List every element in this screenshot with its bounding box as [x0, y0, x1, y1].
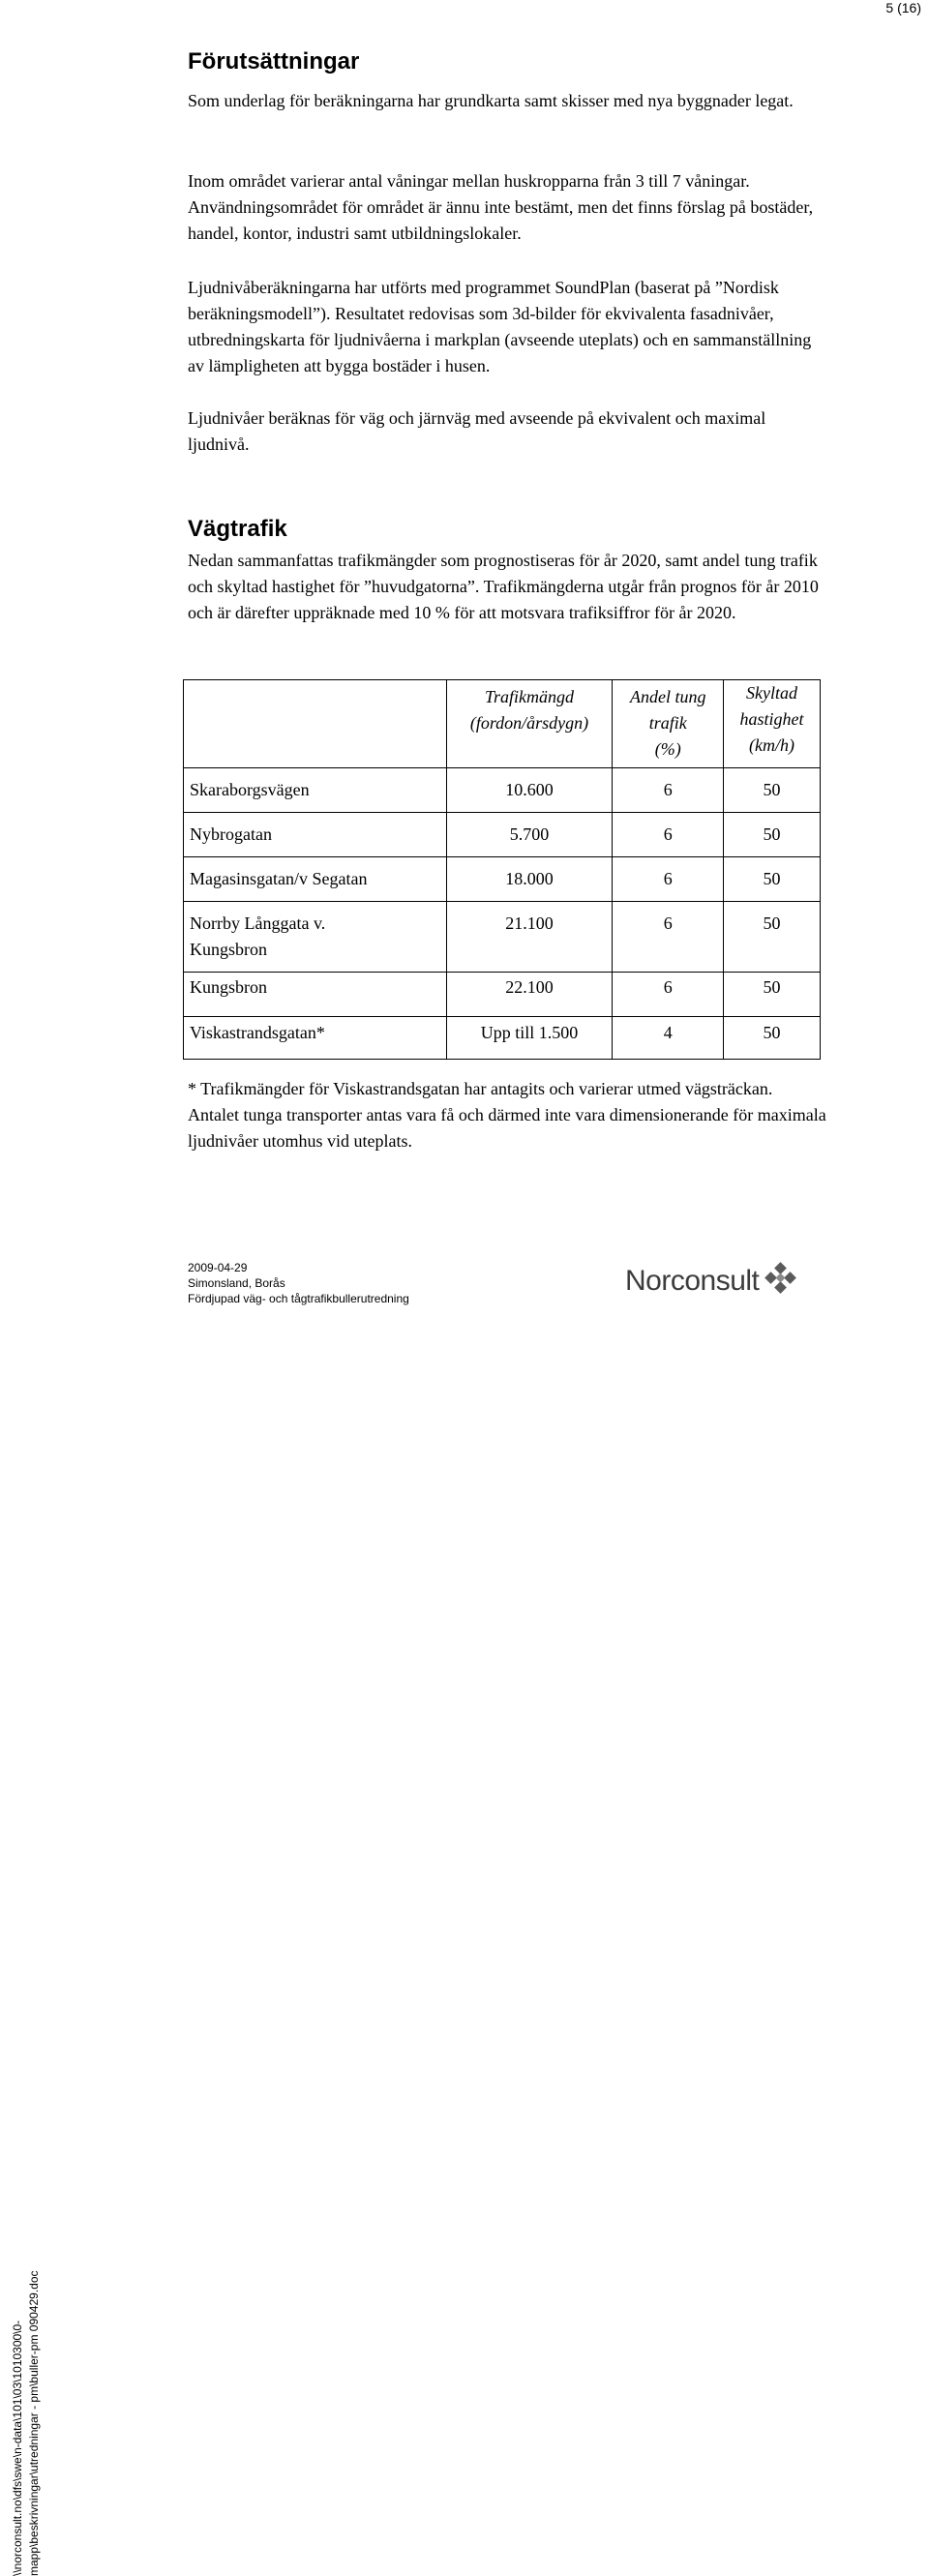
footnote: * Trafikmängder för Viskastrandsgatan har antagits och varierar utmed vägsträckan. Antalet tunga transporter antas vara få och därmed inte vara dimensionerande för maximala ljudnivåer utomhus vid uteplats.	[188, 1079, 826, 1151]
traffic-table	[183, 679, 821, 1060]
logo-text: Norconsult	[625, 1265, 760, 1297]
header-heavy-traffic: Andel tung trafik (%)	[613, 680, 724, 768]
paragraph-soundplan: Ljudnivåberäkningarna har utförts med programmet SoundPlan (baserat på ”Nordisk beräkningsmodell”). Resultatet redovisas som 3d-bilder för ekvivalenta fasadnivåer, utbredningskarta för ljudnivåerna i markplan (avseende uteplats) och en sammanställning av lämpligheten att bygga bostäder i husen.	[188, 278, 812, 375]
table-row: Viskastrandsgatan* Upp till 1.500 4 50	[184, 1017, 821, 1060]
table-row: Nybrogatan 5.700 6 50	[184, 813, 821, 857]
header-volume: Trafikmängd (fordon/årsdygn)	[446, 680, 613, 768]
footer-info	[188, 1260, 409, 1306]
paragraph-underlag: Som underlag för beräkningarna har grundkarta samt skisser med nya byggnader legat.	[188, 91, 794, 110]
page-number: 5 (16)	[885, 0, 921, 15]
logo-diamond-icon	[763, 1262, 801, 1301]
table-row: Skaraborgsvägen 10.600 6 50	[184, 768, 821, 813]
footer-doc-title: Fördjupad väg- och tågtrafikbullerutredning	[188, 1292, 409, 1305]
header-road	[184, 680, 447, 768]
table-row: Kungsbron 22.100 6 50	[184, 973, 821, 1017]
norconsult-logo	[625, 1262, 801, 1301]
footer-location: Simonsland, Borås	[188, 1276, 285, 1290]
footer-date: 2009-04-29	[188, 1261, 248, 1274]
table-header-row	[184, 680, 821, 768]
table-row: Norrby Långgata v. Kungsbron 21.100 6 50	[184, 902, 821, 973]
section-heading-vagtrafik: Vägtrafik	[188, 516, 287, 542]
file-path-line-2: mapp\beskrivningar\utredningar - pm\buller-pm 090429.doc	[27, 2270, 41, 2576]
paragraph-vaningar: Inom området varierar antal våningar mellan huskropparna från 3 till 7 våningar. Användningsområdet för området är ännu inte bestämt, men det finns förslag på bostäder, handel, kontor, industri samt utbildningslokaler.	[188, 171, 814, 243]
table-row: Magasinsgatan/v Segatan 18.000 6 50	[184, 857, 821, 902]
file-path-line-1: \\norconsult.no\dfs\swe\n-data\101\03\1010300\0-	[11, 2320, 24, 2576]
paragraph-sammanfattning: Nedan sammanfattas trafikmängder som prognostiseras för år 2020, samt andel tung trafik och skyltad hastighet för ”huvudgatorna”. Trafikmängderna utgår från prognos för år 2010 och är därefter uppräknade med 10 % för att motsvara trafiksiffror för år 2020.	[188, 551, 819, 622]
header-speed: Skyltad hastighet (km/h)	[724, 680, 821, 768]
paragraph-ljudnivaer: Ljudnivåer beräknas för väg och järnväg med avseende på ekvivalent och maximal ljudnivå.	[188, 408, 766, 454]
section-heading-forutsattningar: Förutsättningar	[188, 48, 360, 75]
file-path	[10, 2270, 48, 2576]
